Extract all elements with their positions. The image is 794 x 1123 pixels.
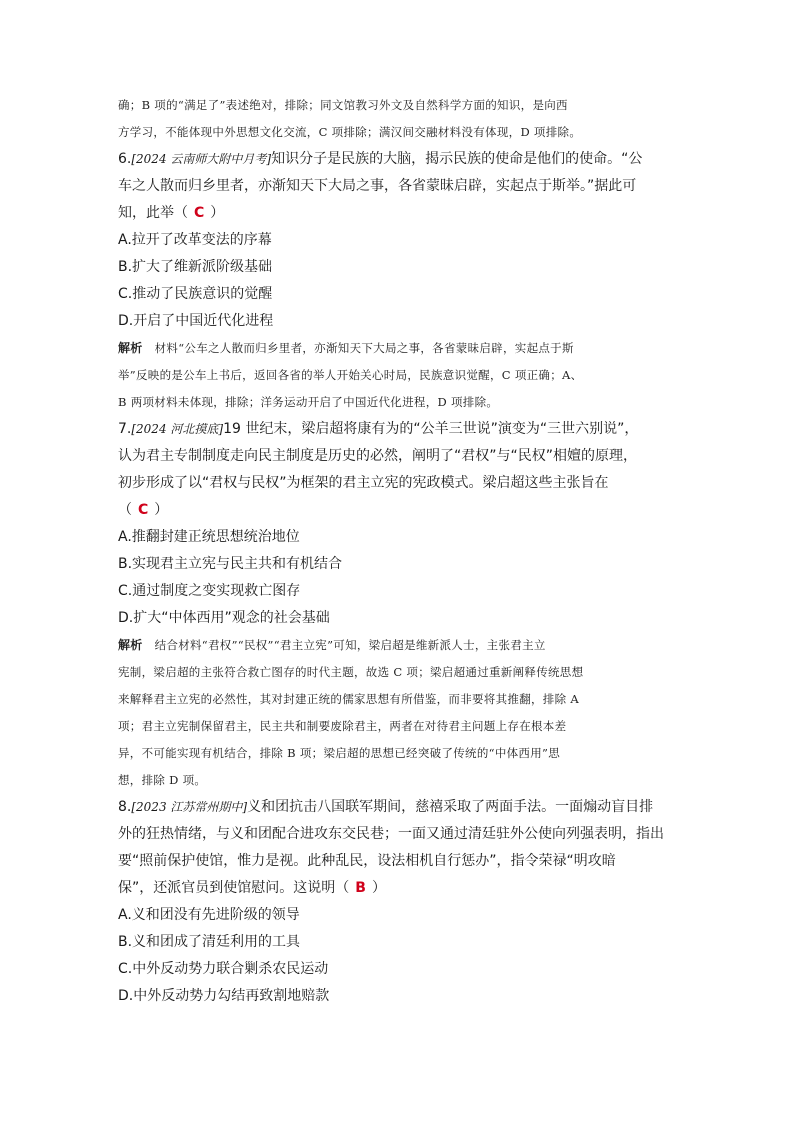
stem-text: 保”，还派官员到使馆慰问。这说明（ (118, 880, 350, 896)
option-b: B.扩大了维新派阶级基础 (118, 259, 273, 275)
stem-text: ） (210, 205, 225, 221)
answer-letter: C (194, 205, 205, 221)
explanation-line: 异，不可能实现有机结合，排除 B 项；梁启超的思想已经突破了传统的“中体西用”思 (118, 746, 561, 760)
option-c: C.推动了民族意识的觉醒 (118, 286, 273, 302)
stem-text: ） (154, 502, 169, 518)
document-page (118, 92, 678, 1010)
option-a: A.推翻封建正统思想统治地位 (118, 529, 300, 545)
stem-text: 外的狂热情绪，与义和团配合进攻东交民巷；一面又通过清廷驻外公使向列强表明，指出 (118, 826, 664, 842)
explanation-line: 举”反映的是公车上书后，返回各省的举人开始关心时局，民族意识觉醒，C 项正确；A、 (118, 368, 583, 382)
question-stem (118, 794, 678, 821)
question-number: 7. (118, 421, 132, 437)
question-6 (118, 146, 678, 416)
explanation-tag: 解析 (118, 341, 143, 355)
explanation-line: 想，排除 D 项。 (118, 773, 207, 787)
explanation-text: 结合材料“君权”“民权”“君主立宪”可知，梁启超是维新派人士，主张君主立 (154, 638, 546, 652)
stem-text: 初步形成了以“君权与民权”为框架的君主立宪的宪政模式。梁启超这些主张旨在 (118, 475, 609, 491)
stem-line (118, 200, 678, 227)
option-d: D.开启了中国近代化进程 (118, 313, 274, 329)
stem-text: 知，此举（ (118, 205, 188, 221)
option-d: D.扩大“中体西用”观念的社会基础 (118, 610, 330, 626)
option-a: A.拉开了改革变法的序幕 (118, 232, 272, 248)
answer-letter: C (138, 502, 149, 518)
question-8 (118, 794, 678, 1010)
option-a: A.义和团没有先进阶级的领导 (118, 907, 300, 923)
explanation-line: 确；B 项的“满足了”表述绝对，排除；同文馆教习外文及自然科学方面的知识，是向西 (118, 98, 568, 112)
option-d: D.中外反动势力勾结再致割地赔款 (118, 988, 330, 1004)
question-number: 6. (118, 151, 132, 167)
stem-line (118, 875, 678, 902)
question-stem (118, 416, 678, 443)
stem-text: （ (118, 502, 132, 518)
previous-explanation (118, 92, 678, 146)
explanation-tag: 解析 (118, 638, 143, 652)
question-number: 8. (118, 799, 132, 815)
question-source: [2024 河北摸底] (131, 422, 224, 436)
stem-text: 义和团抗击八国联军期间，慈禧采取了两面手法。一面煽动盲目排 (247, 799, 654, 815)
option-c: C.中外反动势力联合剿杀农民运动 (118, 961, 329, 977)
stem-line (118, 497, 678, 524)
question-7 (118, 416, 678, 794)
explanation-line (118, 632, 678, 659)
question-source: [2023 江苏常州期中] (131, 800, 248, 814)
explanation-line: 项；君主立宪制保留君主，民主共和制要废除君主，两者在对待君主问题上存在根本差 (118, 719, 567, 733)
explanation-line (118, 335, 678, 362)
explanation-line: 来解释君主立宪的必然性，其对封建正统的儒家思想有所借鉴，而非要将其推翻，排除 A (118, 692, 579, 706)
stem-text: ） (371, 880, 386, 896)
stem-text: 知识分子是民族的大脑，揭示民族的使命是他们的使命。“公 (271, 151, 643, 167)
stem-text: 认为君主专制制度走向民主制度是历史的必然，阐明了“君权”与“民权”相嬗的原理， (118, 448, 638, 464)
explanation-text: 材料“公车之人散而归乡里者，亦渐知天下大局之事，各省蒙昧启辟，实起点于斯 (154, 341, 574, 355)
explanation-line: 宪制，梁启超的主张符合救亡图存的时代主题，故选 C 项；梁启超通过重新阐释传统思想 (118, 665, 584, 679)
option-b: B.义和团成了清廷利用的工具 (118, 934, 301, 950)
option-b: B.实现君主立宪与民主共和有机结合 (118, 556, 343, 572)
option-c: C.通过制度之变实现救亡图存 (118, 583, 301, 599)
question-stem (118, 146, 678, 173)
question-source: [2024 云南师大附中月考] (131, 152, 272, 166)
explanation-line: 方学习，不能体现中外思想文化交流，C 项排除；满汉间交融材料没有体现，D 项排除。 (118, 125, 582, 139)
answer-letter: B (355, 880, 366, 896)
stem-text: 车之人散而归乡里者，亦渐知天下大局之事，各省蒙昧启辟，实起点于斯举。”据此可 (118, 178, 637, 194)
stem-text: 19 世纪末，梁启超将康有为的“公羊三世说”演变为“三世六别说”， (223, 421, 639, 437)
explanation-line: B 两项材料未体现，排除；洋务运动开启了中国近代化进程，D 项排除。 (118, 395, 499, 409)
stem-text: 要“照前保护使馆，惟力是视。此种乱民，设法相机自行惩办”，指令荣禄“明攻暗 (118, 853, 616, 869)
